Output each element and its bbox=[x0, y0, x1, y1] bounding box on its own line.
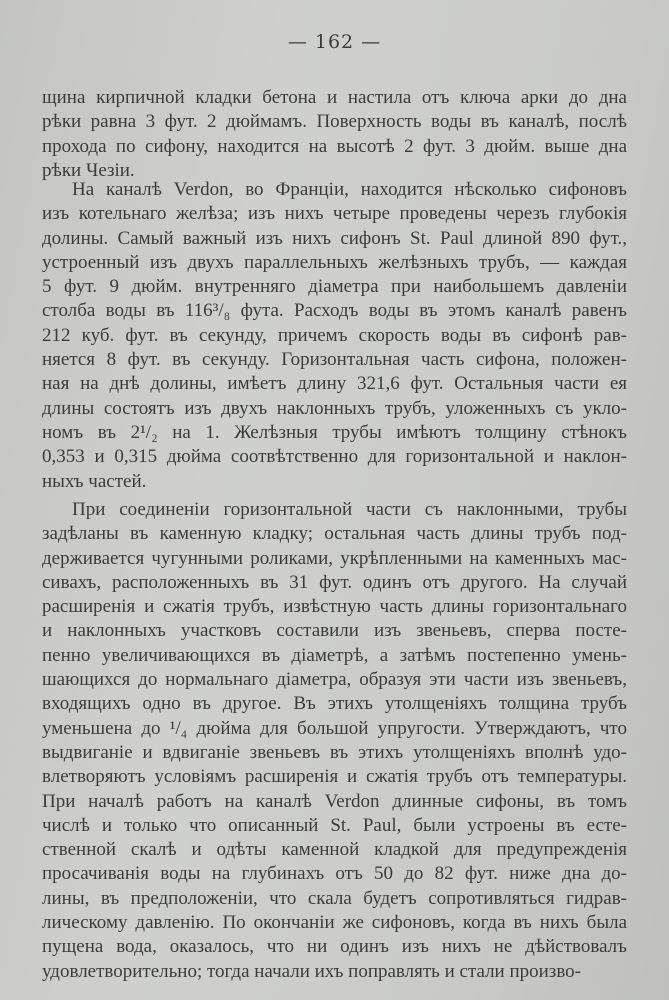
text-line: номъ въ 2¹/₂ на 1. Желѣзныя трубы имѣютъ толщину стѣнокъ bbox=[42, 421, 627, 443]
text-line: входящихъ одно въ другое. Въ этихъ утолщеніяхъ толщина трубъ bbox=[42, 693, 627, 715]
text-line: расширенія и сжатія трубъ, извѣстную часть длины горизонтальнаго bbox=[42, 596, 627, 618]
text-line: няется 8 фут. въ секунду. Горизонтальная часть сифона, положен- bbox=[42, 349, 627, 371]
text-line: ная на днѣ долины, имѣетъ длину 321,6 фут. Остальныя части ея bbox=[42, 373, 627, 395]
paragraph-2 bbox=[42, 178, 627, 494]
text-line: рѣки Чезіи. bbox=[42, 159, 135, 181]
text-line: прохода по сифону, находится на высотѣ 2 фут. 3 дюйм. выше дна bbox=[42, 135, 627, 157]
text-line: изъ котельнаго желѣза; изъ нихъ четыре проведены черезъ глубокія bbox=[42, 203, 627, 225]
text-line: рѣки равна 3 фут. 2 дюймамъ. Поверхность воды въ каналѣ, послѣ bbox=[42, 111, 627, 133]
text-line: длины состоятъ изъ двухъ наклонныхъ трубъ, уложенныхъ съ укло- bbox=[42, 397, 627, 419]
text-line: На каналѣ Verdon, во Франціи, находится нѣсколько сифоновъ bbox=[72, 179, 627, 200]
text-line: устроенный изъ двухъ параллельныхъ желѣзныхъ трубъ, — каждая bbox=[42, 251, 627, 273]
text-line: лическому давленію. По окончаніи же сифоновъ, когда въ нихъ была bbox=[42, 912, 627, 934]
text-line: 212 куб. фут. въ секунду, причемъ скорость воды въ сифонѣ рав- bbox=[42, 324, 627, 346]
text-line: столба воды въ 116³/₈ фута. Расходъ воды въ этомъ каналѣ равенъ bbox=[42, 300, 627, 322]
text-line: числѣ и только что описанный St. Paul, были устроены въ есте- bbox=[42, 814, 627, 836]
text-line: уменьшена до ¹/₄ дюйма для большой упругости. Утверждаютъ, что bbox=[42, 717, 627, 739]
text-line: удовлетворительно; тогда начали ихъ поправлять и стали произво- bbox=[42, 960, 581, 982]
text-line: щина кирпичной кладки бетона и настила отъ ключа арки до дна bbox=[42, 87, 627, 108]
text-line: ственной скалѣ и одѣты каменной кладкой для предупрежденія bbox=[42, 839, 627, 861]
text-line: При началѣ работъ на каналѣ Verdon длинные сифоны, въ томъ bbox=[42, 790, 627, 812]
text-line: При соединеніи горизонтальной части съ наклонными, трубы bbox=[72, 499, 627, 520]
paragraph-3 bbox=[42, 498, 627, 984]
paragraph-1 bbox=[42, 86, 627, 183]
text-line: пущена вода, оказалось, что ни одинъ изъ нихъ не дѣйствовалъ bbox=[42, 936, 627, 958]
text-line: ныхъ частей. bbox=[42, 470, 147, 492]
text-line: влетворяютъ условіямъ расширенія и сжатія трубъ отъ температуры. bbox=[42, 766, 627, 788]
text-line: долины. Самый важный изъ нихъ сифонъ St. Paul длиной 890 фут., bbox=[42, 227, 627, 249]
text-line: 5 фут. 9 дюйм. внутренняго діаметра при наибольшемъ давленіи bbox=[42, 276, 627, 298]
text-line: просачиванія воды на глубинахъ отъ 50 до 82 фут. ниже дна до- bbox=[42, 863, 627, 885]
text-line: шающихся до нормальнаго діаметра, образуя эти части изъ звеньевъ, bbox=[42, 669, 627, 691]
text-line: лины, въ предположеніи, что скала будетъ сопротивляться гидрав- bbox=[42, 887, 627, 909]
text-line: 0,353 и 0,315 дюйма соотвѣтственно для горизонтальной и наклон- bbox=[42, 446, 627, 468]
text-line: держивается чугунными роликами, укрѣпленными на каменныхъ мас- bbox=[42, 547, 627, 569]
text-line: сивахъ, расположенныхъ въ 31 фут. одинъ отъ другого. На случай bbox=[42, 571, 627, 593]
text-line: задѣланы въ каменную кладку; остальная часть длины трубъ под- bbox=[42, 523, 627, 545]
page-number: — 162 — bbox=[287, 31, 382, 53]
text-line: и наклонныхъ участковъ составили изъ звеньевъ, сперва посте- bbox=[42, 620, 627, 642]
text-line: пенно увеличивающихся въ діаметрѣ, а затѣмъ постепенно умень- bbox=[42, 644, 627, 666]
text-line: выдвиганіе и вдвиганіе звеньевъ въ этихъ утолщеніяхъ вполнѣ удо- bbox=[42, 741, 627, 763]
